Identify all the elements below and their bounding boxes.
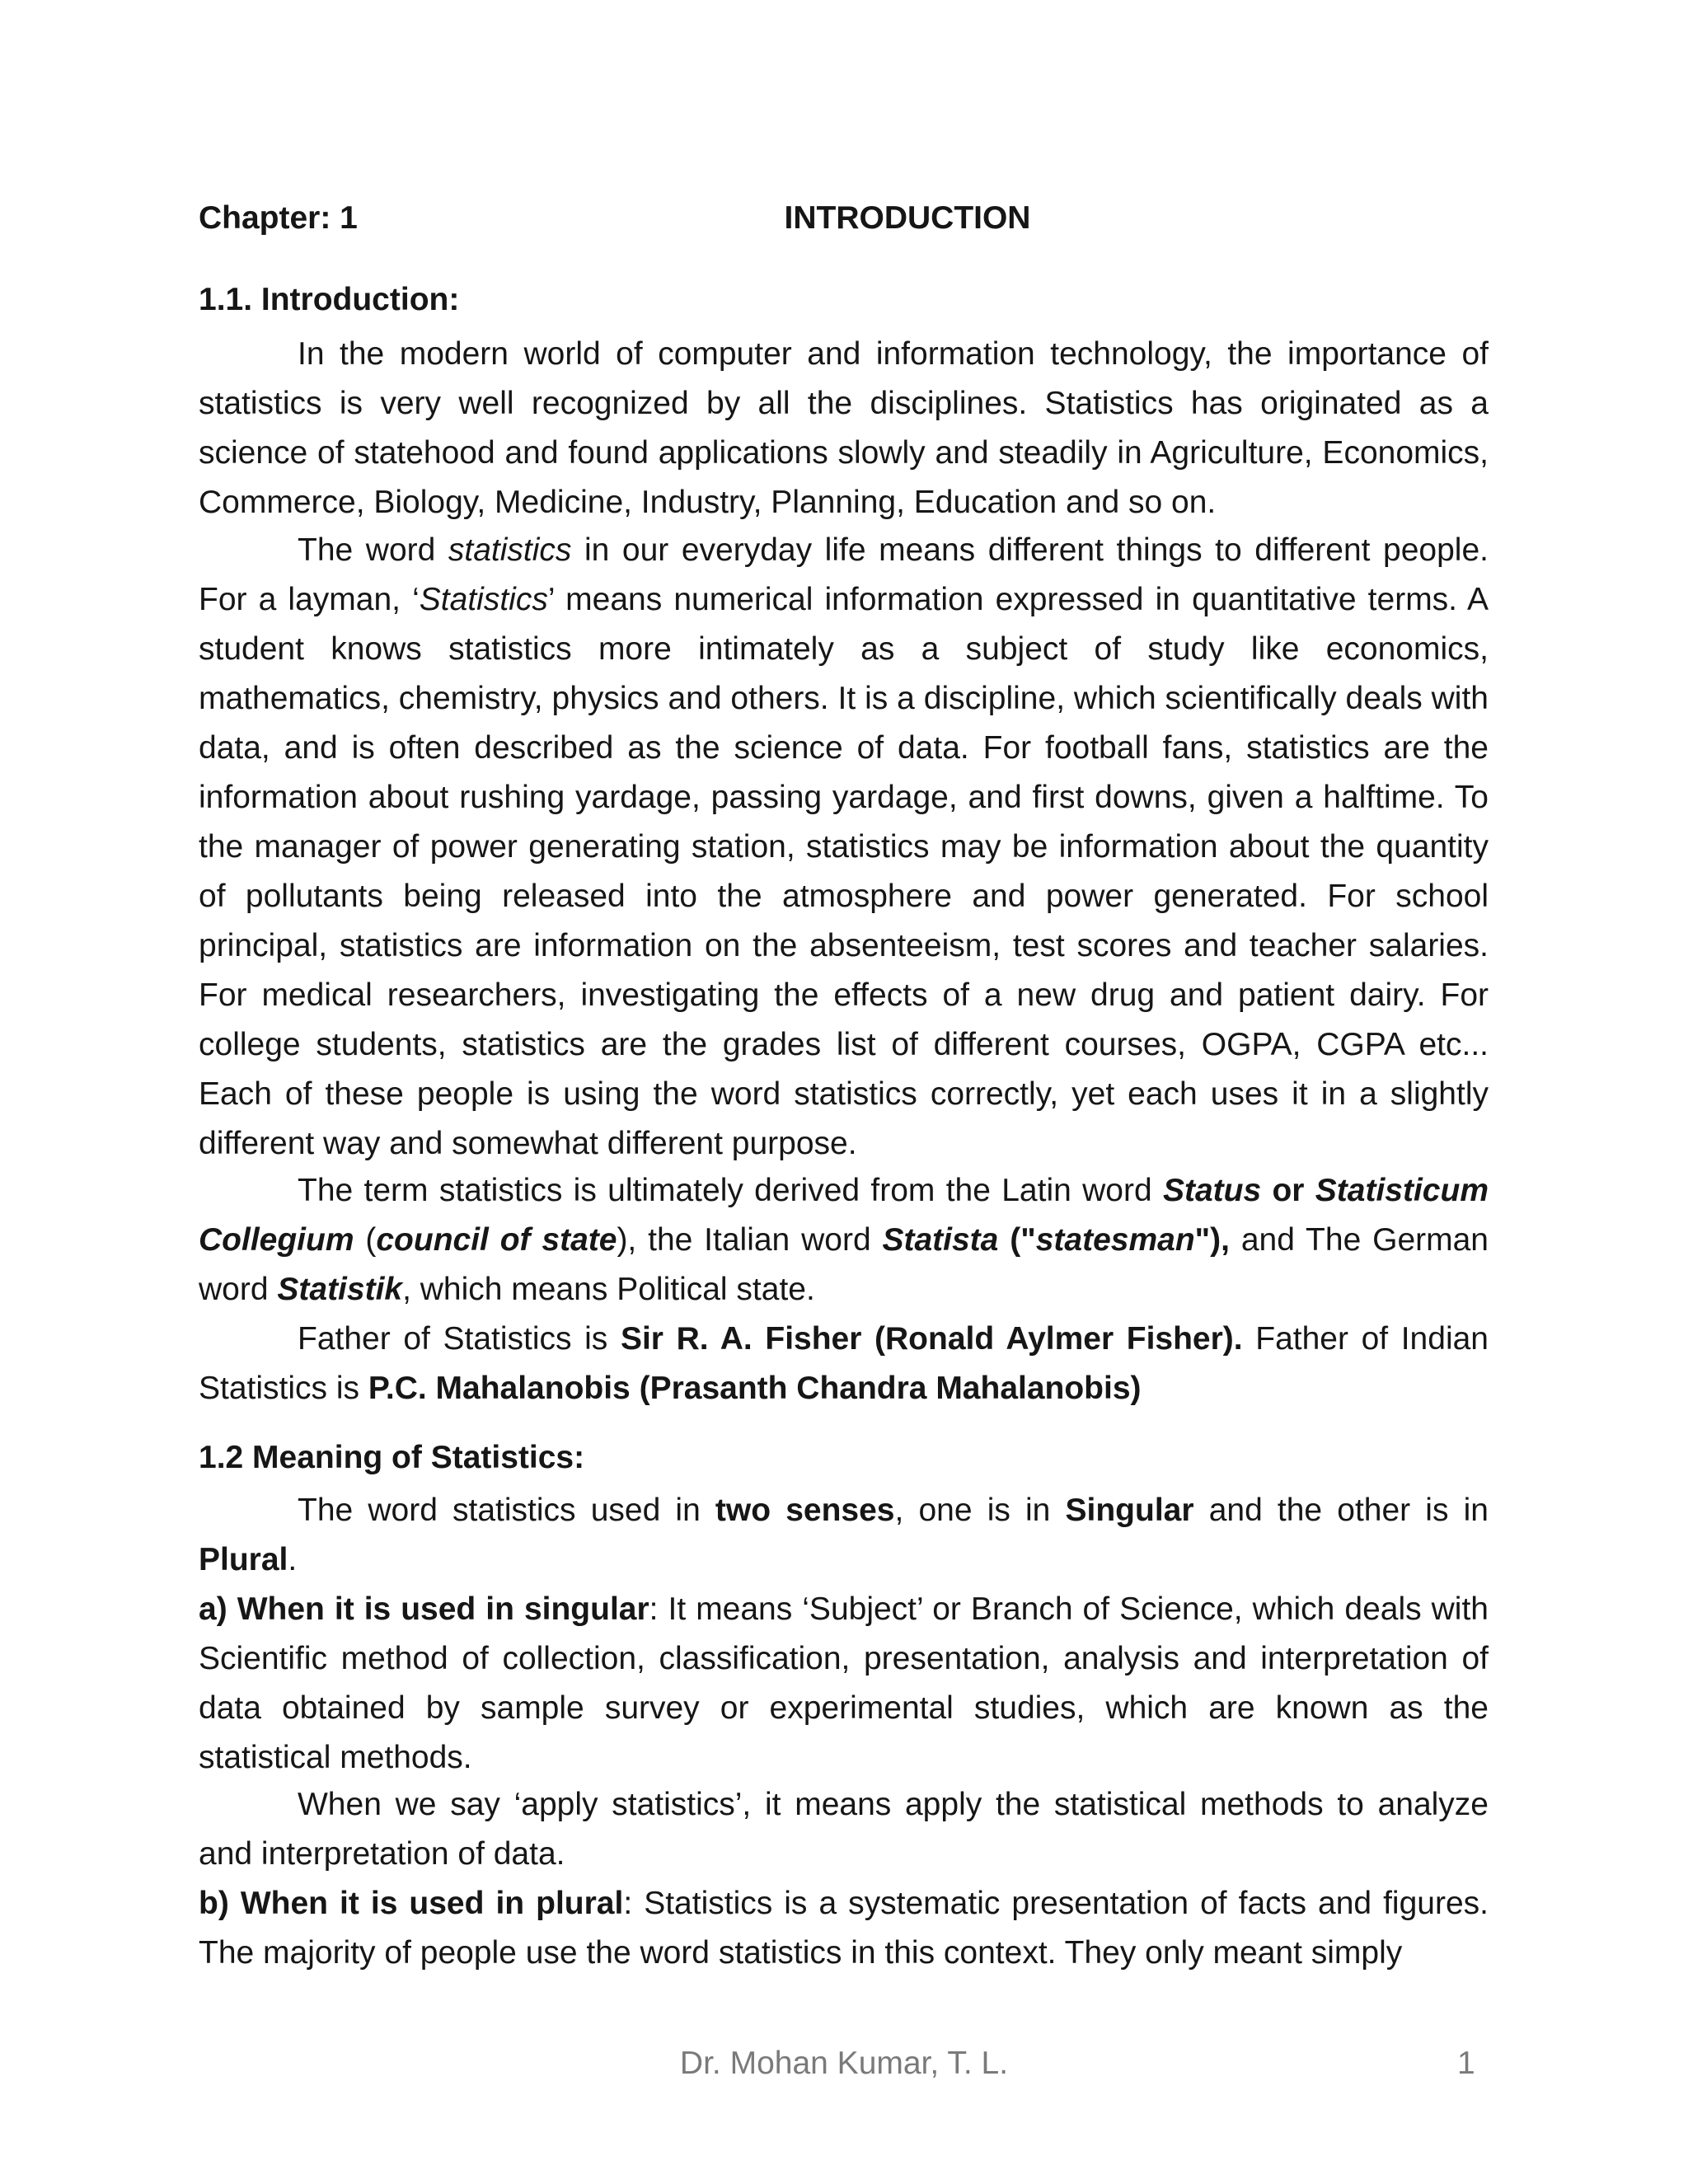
intro-paragraph-1: In the modern world of computer and information technology, the importance of statistics is very well recognized by all the disciplines. Statistics has originated as a science of statehood and found applications slowly and steadily in Agriculture, Economics, Commerce, Biology, Medicine, Industry, Planning, Education and so on.: [199, 336, 1489, 520]
meaning-paragraph-1: The word statistics used in two senses, one is in Singular and the other is in Plural.: [199, 1493, 1489, 1577]
chapter-title: INTRODUCTION: [784, 200, 1031, 236]
section-heading-introduction: 1.1. Introduction:: [199, 282, 460, 317]
chapter-number: Chapter: 1: [199, 200, 358, 236]
meaning-plural-paragraph: b) When it is used in plural: Statistics is a systematic presentation of facts and figures. The majority of people use the word statistics in this context. They only meant simply: [199, 1886, 1489, 1971]
page-footer: [0, 2046, 1688, 2087]
chapter-header: [199, 200, 1489, 241]
intro-paragraph-2: The word statistics in our everyday life means different things to different people. For a layman, ‘Statistics’ means numerical information expressed in quantitative terms. A student knows statistics more intimately as a subject of study like economics, mathematics, chemistry, physics and others. It is a discipline, which scientifically deals with data, and is often described as the science of data. For football fans, statistics are the information about rushing yardage, passing yardage, and first downs, given a halftime. To the manager of power generating station, statistics may be information about the quantity of pollutants being released into the atmosphere and power generated. For school principal, statistics are information on the absenteeism, test scores and teacher salaries. For medical researchers, investigating the effects of a new drug and patient dairy. For college students, statistics are the grades list of different courses, OGPA, CGPA etc... Each of these people is using the word statistics correctly, yet each uses it in a slightly different way and somewhat different purpose.: [199, 532, 1489, 1161]
meaning-apply-paragraph: When we say ‘apply statistics’, it means apply the statistical methods to analyze and interpretation of data.: [199, 1787, 1489, 1872]
section-heading-meaning: 1.2 Meaning of Statistics:: [199, 1440, 585, 1475]
intro-paragraph-4: Father of Statistics is Sir R. A. Fisher (Ronald Aylmer Fisher). Father of Indian Statistics is P.C. Mahalanobis (Prasanth Chandra Mahalanobis): [199, 1321, 1489, 1406]
meaning-singular-paragraph: a) When it is used in singular: It means ‘Subject’ or Branch of Science, which deals with Scientific method of collection, classification, presentation, analysis and interpretation of data obtained by sample survey or experimental studies, which are known as the statistical methods.: [199, 1591, 1489, 1775]
footer-author: Dr. Mohan Kumar, T. L.: [679, 2046, 1009, 2081]
page-number: 1: [1457, 2046, 1475, 2081]
intro-paragraph-3: The term statistics is ultimately derived from the Latin word Status or Statisticum Collegium (council of state), the Italian word Statista ("statesman"), and The German word Statistik, which means Political state.: [199, 1173, 1489, 1307]
